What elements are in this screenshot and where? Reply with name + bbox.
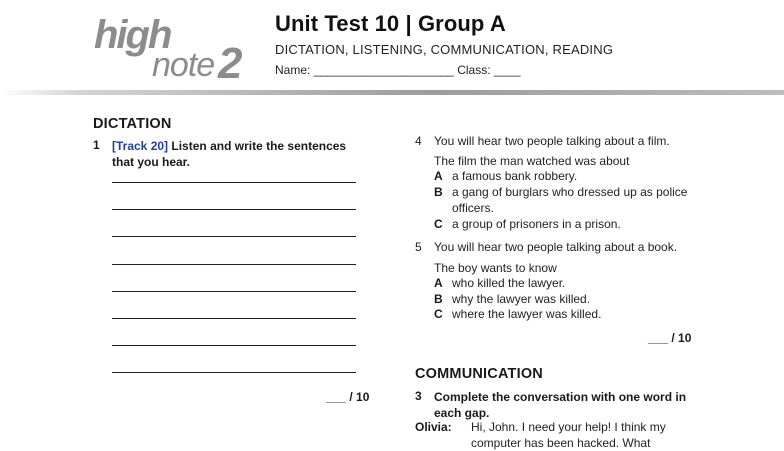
q4-option-c[interactable]: a group of prisoners in a prison. [452,217,621,231]
logo-high-text: high [94,13,171,57]
track-reference: [Track 20] [112,139,169,153]
q4-option-a-letter: A [434,169,443,183]
class-field[interactable]: ____ [493,63,521,77]
communication-question-number: 3 [415,389,422,403]
class-label: Class: [457,63,491,77]
dictation-instruction-line1: Listen and write the sentences [171,139,347,153]
answer-line[interactable] [112,182,356,183]
name-class-row [275,63,521,77]
q4-option-b-line2: officers. [452,200,494,215]
page-subtitle: DICTATION, LISTENING, COMMUNICATION, READING [275,42,614,57]
communication-heading: COMMUNICATION [415,366,543,382]
page-header [0,0,784,92]
header-divider [0,90,784,95]
name-field[interactable]: _____________________ [313,63,454,77]
q5-option-c-letter: C [434,307,443,321]
dictation-score: ___ / 10 [326,390,370,404]
answer-line[interactable] [112,236,356,237]
dictation-heading: DICTATION [93,116,172,132]
question-4-number: 4 [415,134,422,148]
question-4-prompt: You will hear two people talking about a film. [434,134,670,148]
question-5-number: 5 [415,240,422,254]
conversation-line1: Hi, John. I need your help! I think my [471,420,666,434]
answer-line[interactable] [112,209,356,210]
answer-line[interactable] [112,372,356,373]
question-5-prompt: You will hear two people talking about a book. [434,240,678,254]
listening-score: ___ / 10 [648,331,692,345]
communication-instruction [434,389,734,421]
q5-option-b-letter: B [434,292,443,306]
q4-option-c-letter: C [434,217,443,231]
speaker-label: Olivia: [415,420,452,434]
q4-option-b-line1: a gang of burglars who dressed up as police [452,185,688,199]
question-5-stem: The boy wants to know [434,261,557,275]
conversation-line [471,420,711,451]
conversation-line2: computer has been hacked. What [471,435,651,450]
answer-line[interactable] [112,318,356,319]
dictation-question-number: 1 [93,138,100,152]
q4-option-b[interactable] [452,185,687,216]
q5-option-a-letter: A [434,276,443,290]
answer-line[interactable] [112,291,356,292]
logo-number-text: 2 [218,39,243,82]
logo-note-text: note [152,46,215,82]
high-note-logo-graphic [94,12,254,82]
q5-option-c[interactable]: where the lawyer was killed. [452,307,602,321]
answer-line[interactable] [112,264,356,265]
name-label: Name: [275,63,311,77]
page-title: Unit Test 10 | Group A [275,11,506,36]
question-4-stem: The film the man watched was about [434,154,630,168]
answer-line[interactable] [112,345,356,346]
q5-option-a[interactable]: who killed the lawyer. [452,276,566,290]
communication-instruction-line1: Complete the conversation with one word in [434,390,687,404]
dictation-instruction-line2: that you hear. [112,155,191,169]
q4-option-b-letter: B [434,185,443,199]
q4-option-a[interactable]: a famous bank robbery. [452,169,578,183]
q5-option-b[interactable]: why the lawyer was killed. [452,292,591,306]
dictation-instruction [112,138,362,170]
high-note-logo [94,12,254,82]
communication-instruction-line2: each gap. [434,406,490,420]
